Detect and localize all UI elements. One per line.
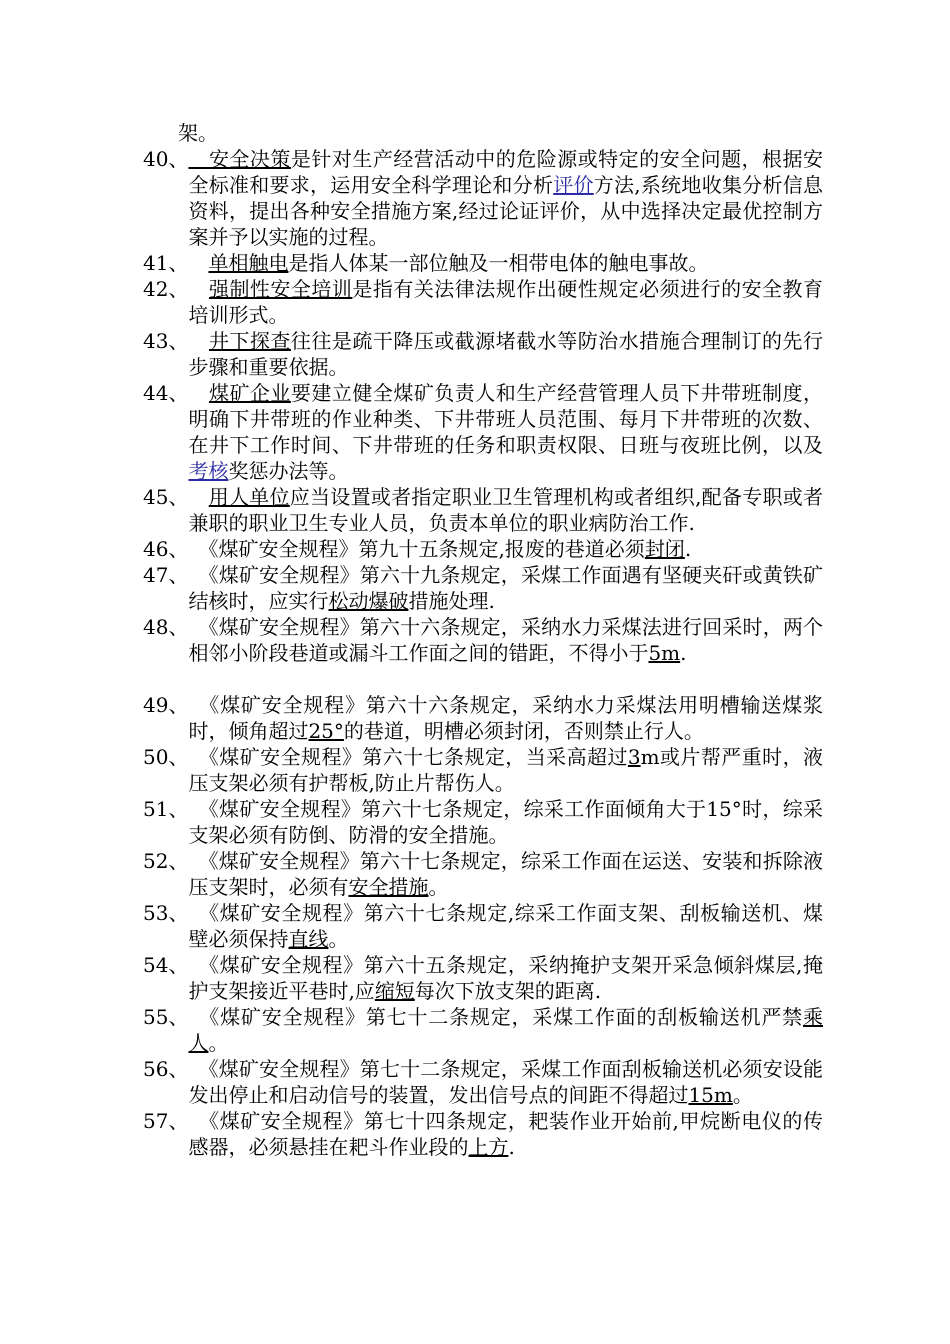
item-number: 45、 — [143, 485, 189, 509]
item-number: 49、 — [143, 693, 189, 717]
text-segment: 应当设置或者指定职业卫生管理机构或者组织,配备专职或者兼职的职业卫生专业人员，负责本单位的职业病防治工作. — [188, 485, 824, 535]
list-item — [143, 562, 823, 614]
item-text — [188, 744, 823, 796]
answer-term: 松动爆破 — [328, 589, 409, 613]
answer-term: 煤矿企业 — [208, 381, 291, 405]
item-number: 51、 — [143, 797, 189, 821]
text-segment — [188, 251, 208, 275]
item-text — [188, 146, 823, 250]
item-text — [188, 276, 823, 328]
list-item — [143, 614, 823, 666]
text-segment — [188, 329, 209, 353]
answer-term: 乘人 — [188, 1005, 823, 1055]
answer-term: 用人单位 — [208, 485, 290, 509]
text-segment: 。 — [428, 875, 449, 899]
answer-term: 安全决策 — [188, 147, 291, 171]
item-number: 57、 — [143, 1109, 189, 1133]
answer-term: 5m — [648, 641, 681, 665]
text-segment: 《煤矿安全规程》第六十五条规定，采纳掩护支架开采急倾斜煤层,掩护支架接近平巷时,应 — [188, 953, 823, 1003]
item-number: 40、 — [143, 147, 189, 171]
list-item — [143, 484, 823, 536]
item-text — [188, 796, 823, 848]
text-segment: 是指有关法律法规作出硬性规定必须进行的安全教育培训形式。 — [188, 277, 824, 327]
text-segment — [188, 381, 209, 405]
item-text — [188, 562, 823, 614]
item-text — [188, 900, 823, 952]
text-segment: 措施处理. — [408, 589, 495, 613]
answer-term: 安全措施 — [348, 875, 429, 899]
text-segment: 《煤矿安全规程》第七十四条规定，耙装作业开始前,甲烷断电仪的传感器，必须悬挂在耙斗作业段的 — [188, 1109, 823, 1159]
list-item — [143, 900, 823, 952]
text-segment: 每次下放支架的距离. — [414, 979, 602, 1003]
list-item — [143, 848, 823, 900]
question-list — [143, 120, 823, 1160]
item-number: 53、 — [143, 901, 189, 925]
item-number: 46、 — [143, 537, 189, 561]
text-segment: 《煤矿安全规程》第七十二条规定，采煤工作面的刮板输送机严禁 — [188, 1005, 803, 1029]
text-segment: 《煤矿安全规程》第九十五条规定,报废的巷道必须 — [188, 537, 645, 561]
answer-term: 上方 — [468, 1135, 509, 1159]
answer-term: 井下探查 — [208, 329, 291, 353]
text-segment — [188, 277, 209, 301]
item-number: 43、 — [143, 329, 189, 353]
text-segment: 方法,系统地收集分析信息资料，提出各种安全措施方案,经过论证评价，从中选择决定最优控制方案并予以实施的过程。 — [188, 173, 824, 249]
item-text — [188, 328, 823, 380]
item-text — [188, 484, 823, 536]
text-segment: 是指人体某一部位触及一相带电体的触电事故。 — [288, 251, 709, 275]
item-number: 55、 — [143, 1005, 189, 1029]
item-text — [188, 250, 823, 276]
text-segment: 《煤矿安全规程》第六十七条规定，综采工作面倾角大于15°时，综采支架必须有防倒、防滑的安全措施。 — [188, 797, 823, 847]
item-text — [188, 614, 823, 666]
text-segment: . — [684, 537, 692, 561]
item-text — [188, 952, 823, 1004]
item-number: 44、 — [143, 381, 189, 405]
keyword-link[interactable]: 考核 — [188, 459, 229, 483]
text-segment: 。 — [328, 927, 349, 951]
answer-term: 单相触电 — [208, 251, 289, 275]
text-segment: . — [680, 641, 687, 665]
text-segment: 。 — [208, 1031, 229, 1055]
list-item — [143, 328, 823, 380]
text-segment: 《煤矿安全规程》第六十六条规定，采纳水力采煤法进行回采时，两个相邻小阶段巷道或漏斗工作面之间的错距，不得小于 — [188, 615, 823, 665]
keyword-link[interactable]: 评价 — [553, 173, 594, 197]
item-text — [188, 692, 823, 744]
text-segment: 《煤矿安全规程》第六十七条规定,综采工作面支架、刮板输送机、煤壁必须保持 — [188, 901, 823, 951]
blank-line — [143, 666, 823, 692]
text-segment: 《煤矿安全规程》第六十九条规定，采煤工作面遇有坚硬夹矸或黄铁矿结核时，应实行 — [188, 563, 823, 613]
item-text — [188, 848, 823, 900]
item-number: 54、 — [143, 953, 189, 977]
item-text — [188, 1056, 823, 1108]
item-text — [188, 380, 823, 484]
text-segment: 《煤矿安全规程》第六十七条规定，当采高超过 — [188, 745, 628, 769]
item-number: 50、 — [143, 745, 189, 769]
text-segment: 《煤矿安全规程》第六十七条规定，综采工作面在运送、安装和拆除液压支架时，必须有 — [188, 849, 823, 899]
list-item — [143, 250, 823, 276]
item-number: 42、 — [143, 277, 189, 301]
list-item — [143, 1004, 823, 1056]
answer-term: 封闭 — [644, 537, 685, 561]
text-segment: . — [508, 1135, 515, 1159]
item-number: 48、 — [143, 615, 189, 639]
item-number: 41、 — [143, 251, 189, 275]
item-text — [188, 536, 823, 562]
answer-term: 3 — [627, 745, 641, 769]
list-item — [143, 744, 823, 796]
answer-term: 25° — [308, 719, 344, 743]
list-item — [143, 952, 823, 1004]
list-item — [143, 1056, 823, 1108]
item-text — [188, 1108, 823, 1160]
list-item — [143, 1108, 823, 1160]
list-item — [143, 796, 823, 848]
text-segment: 奖惩办法等。 — [228, 459, 349, 483]
text-segment — [188, 485, 208, 509]
item-number: 47、 — [143, 563, 189, 587]
answer-term: 15m — [688, 1083, 733, 1107]
answer-term: 缩短 — [374, 979, 415, 1003]
text-segment: 要建立健全煤矿负责人和生产经营管理人员下井带班制度，明确下井带班的作业种类、下井带班人员范围、每月下井带班的次数、在井下工作时间、下井带班的任务和职责权限、日班与夜班比例，以及 — [188, 381, 824, 457]
answer-term: 强制性安全培训 — [208, 277, 353, 301]
item-number: 52、 — [143, 849, 189, 873]
continuation-text: 架。 — [178, 121, 218, 145]
answer-term: 直线 — [288, 927, 329, 951]
text-segment: 的巷道，明槽必须封闭，否则禁止行人。 — [343, 719, 704, 743]
text-segment: 往往是疏干降压或截源堵截水等防治水措施合理制订的先行步骤和重要依据。 — [188, 329, 824, 379]
list-item — [143, 536, 823, 562]
text-segment: m或片帮严重时，液压支架必须有护帮板,防止片帮伤人。 — [188, 745, 823, 795]
item-number: 56、 — [143, 1057, 189, 1081]
item-text — [188, 1004, 823, 1056]
text-segment: 《煤矿安全规程》第七十二条规定，采煤工作面刮板输送机必须安设能发出停止和启动信号的装置，发出信号点的间距不得超过 — [188, 1057, 823, 1107]
list-item — [143, 276, 823, 328]
list-item — [143, 380, 823, 484]
list-item — [143, 692, 823, 744]
text-segment: 《煤矿安全规程》第六十六条规定，采纳水力采煤法用明槽输送煤浆时，倾角超过 — [188, 693, 823, 743]
text-segment: 是针对生产经营活动中的危险源或特定的安全问题，根据安全标准和要求，运用安全科学理论和分析 — [188, 147, 824, 197]
list-item — [143, 146, 823, 250]
text-segment: 。 — [732, 1083, 753, 1107]
